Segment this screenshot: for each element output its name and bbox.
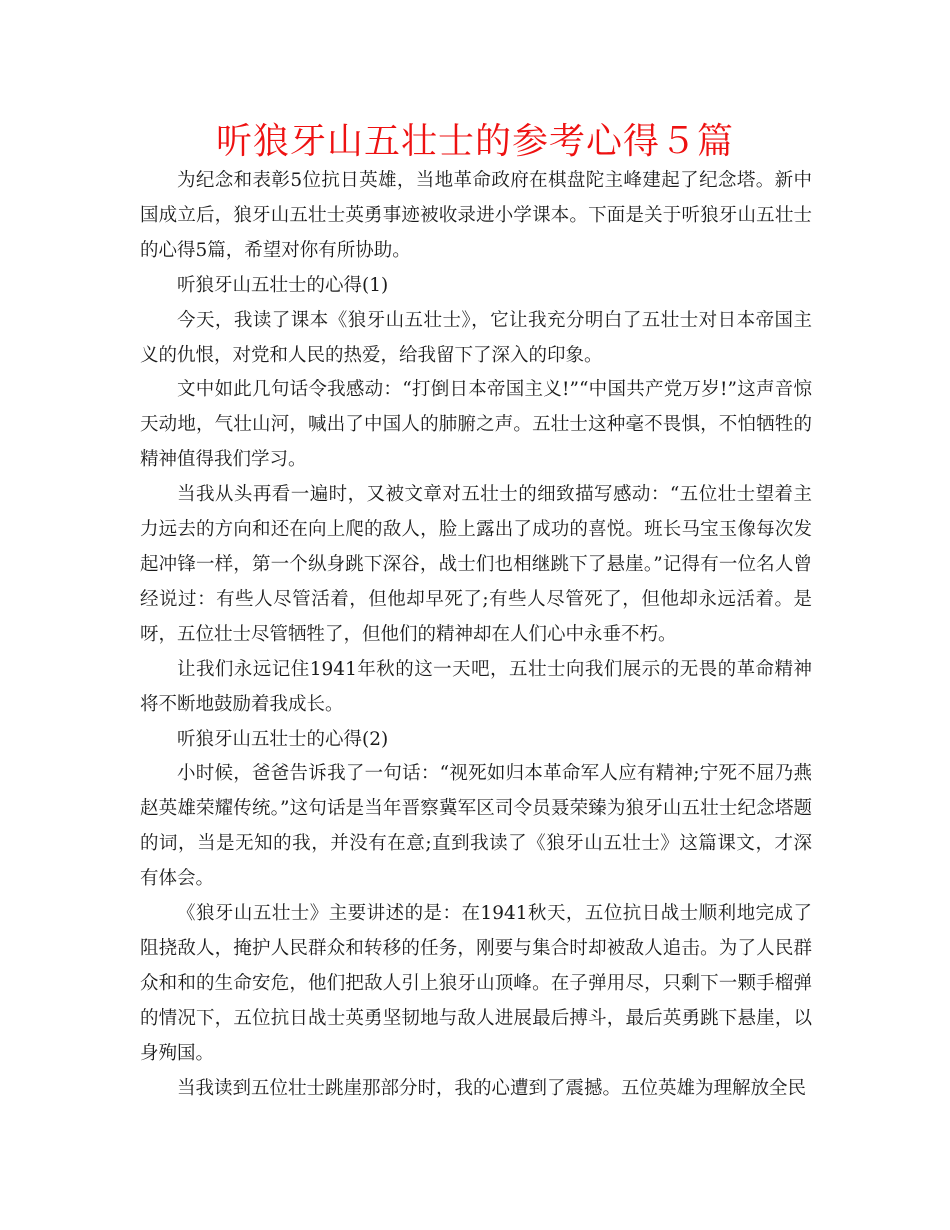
paragraph: 今天，我读了课本《狼牙山五壮士》，它让我充分明白了五壮士对日本帝国主义的仇恨，对党和人民的热爱，给我留下了深入的印象。 (140, 309, 812, 366)
document-title: 听狼牙山五壮士的参考心得５篇 (215, 121, 734, 162)
paragraph: 《狼牙山五壮士》主要讲述的是：在1941秋天，五位抗日战士顺利地完成了阻挠敌人，掩护人民群众和转移的任务，刚要与集合时却被敌人追击。为了人民群众和和的生命安危，他们把敌人引上狼牙山顶峰。在子弹用尽，只剩下一颗手榴弹的情况下，五位抗日战士英勇坚韧地与敌人进展最后搏斗，最后英勇跳下悬崖，以身殉国。 (140, 903, 812, 1064)
section-heading: 听狼牙山五壮士的心得(2) (177, 728, 389, 750)
paragraph: 让我们永远记住1941年秋的这一天吧，五壮士向我们展示的无畏的革命精神将不断地鼓励着我成长。 (140, 658, 812, 715)
paragraph: 当我从头再看一遍时，又被文章对五壮士的细致描写感动：“五位壮士望着主力远去的方向和还在向上爬的敌人，脸上露出了成功的喜悦。班长马宝玉像每次发起冲锋一样，第一个纵身跳下深谷，战士们也相继跳下了悬崖。”记得有一位名人曾经说过：有些人尽管活着，但他却早死了;有些人尽管死了，但他却永远活着。是呀，五位壮士尽管牺牲了，但他们的精神却在人们心中永垂不朽。 (140, 484, 812, 645)
document-body (140, 164, 812, 1106)
paragraph: 当我读到五位壮士跳崖那部分时，我的心遭到了震撼。五位英雄为理解放全民 (177, 1077, 807, 1099)
paragraph: 为纪念和表彰5位抗日英雄，当地革命政府在棋盘陀主峰建起了纪念塔。新中国成立后，狼牙山五壮士英勇事迹被收录进小学课本。下面是关于听狼牙山五壮士的心得5篇，希望对你有所协助。 (140, 170, 812, 261)
paragraph: 文中如此几句话令我感动：“打倒日本帝国主义!”“中国共产党万岁!”这声音惊天动地，气壮山河，喊出了中国人的肺腑之声。五壮士这种毫不畏惧，不怕牺牲的精神值得我们学习。 (140, 379, 812, 471)
paragraph: 小时候，爸爸告诉我了一句话：“视死如归本革命军人应有精神;宁死不屈乃燕赵英雄荣耀传统。”这句话是当年晋察冀军区司令员聂荣臻为狼牙山五壮士纪念塔题的词，当是无知的我，并没有在意;直到我读了《狼牙山五壮士》这篇课文，才深有体会。 (140, 763, 812, 890)
section-heading: 听狼牙山五壮士的心得(1) (177, 274, 389, 296)
